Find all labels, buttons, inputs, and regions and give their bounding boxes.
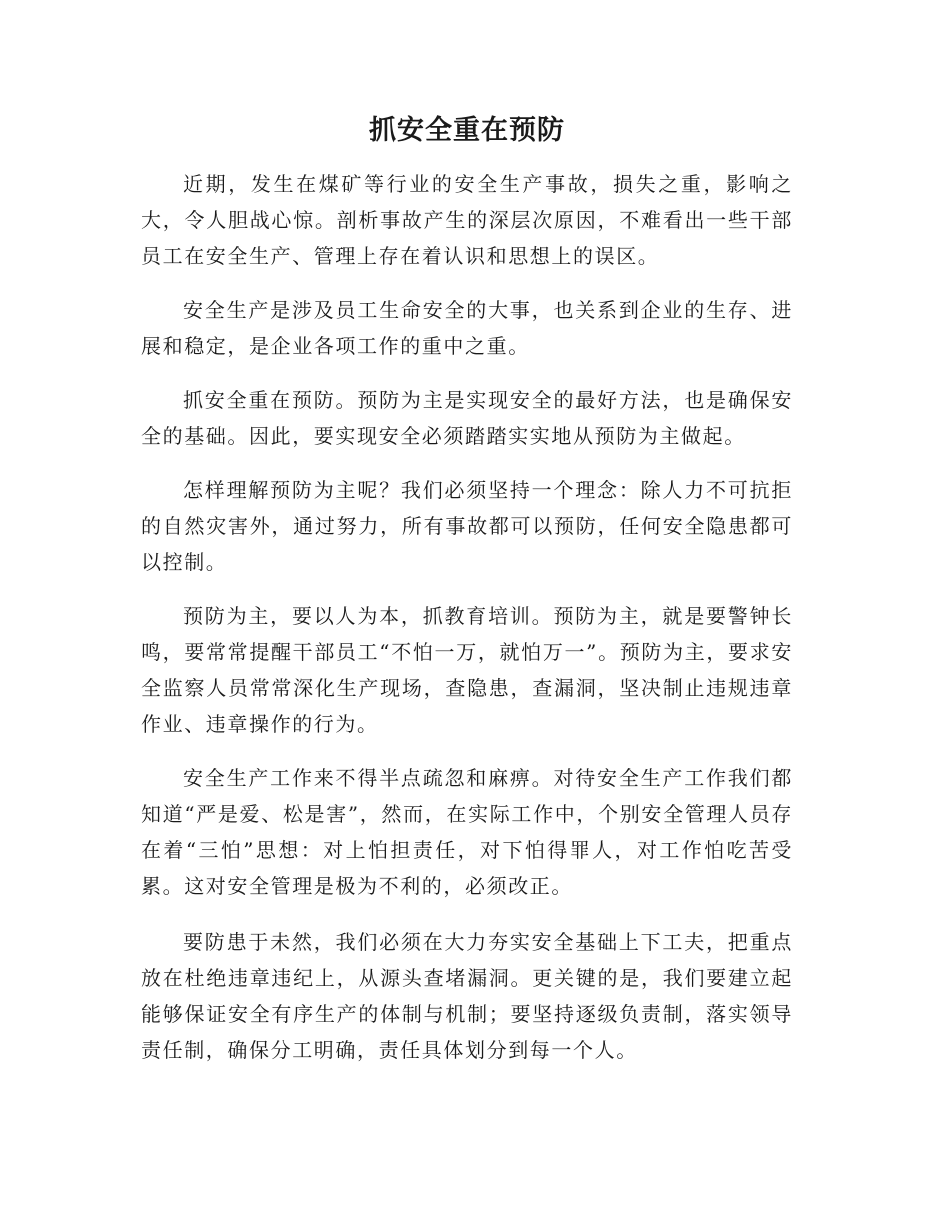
paragraph-2: 安全生产是涉及员工生命安全的大事，也关系到企业的生存、进展和稳定，是企业各项工作的重中之重。 (141, 298, 793, 358)
paragraph-7: 要防患于未然，我们必须在大力夯实安全基础上下工夫，把重点放在杜绝违章违纪上，从源头查堵漏洞。更关键的是，我们要建立起能够保证安全有序生产的体制与机制；要坚持逐级负责制，落实领导责任制，确保分工明确，责任具体划分到每一个人。 (141, 930, 793, 1062)
paragraph-5: 预防为主，要以人为本，抓教育培训。预防为主，就是要警钟长鸣，要常常提醒干部员工“不怕一万，就怕万一”。预防为主，要求安全监察人员常常深化生产现场，查隐患，查漏洞，坚决制止违规违章作业、违章操作的行为。 (141, 604, 793, 736)
paragraph-1: 近期，发生在煤矿等行业的安全生产事故，损失之重，影响之大，令人胆战心惊。剖析事故产生的深层次原因，不难看出一些干部员工在安全生产、管理上存在着认识和思想上的误区。 (141, 172, 793, 268)
paragraph-4: 怎样理解预防为主呢？我们必须坚持一个理念：除人力不可抗拒的自然灾害外，通过努力，所有事故都可以预防，任何安全隐患都可以控制。 (141, 478, 793, 574)
paragraph-6: 安全生产工作来不得半点疏忽和麻痹。对待安全生产工作我们都知道“严是爱、松是害”，然而，在实际工作中，个别安全管理人员存在着“三怕”思想：对上怕担责任，对下怕得罪人，对工作怕吃苦受累。这对安全管理是极为不利的，必须改正。 (141, 766, 793, 898)
paragraph-3: 抓安全重在预防。预防为主是实现安全的最好方法，也是确保安全的基础。因此，要实现安全必须踏踏实实地从预防为主做起。 (141, 388, 793, 448)
document-title: 抓安全重在预防 (369, 115, 565, 146)
